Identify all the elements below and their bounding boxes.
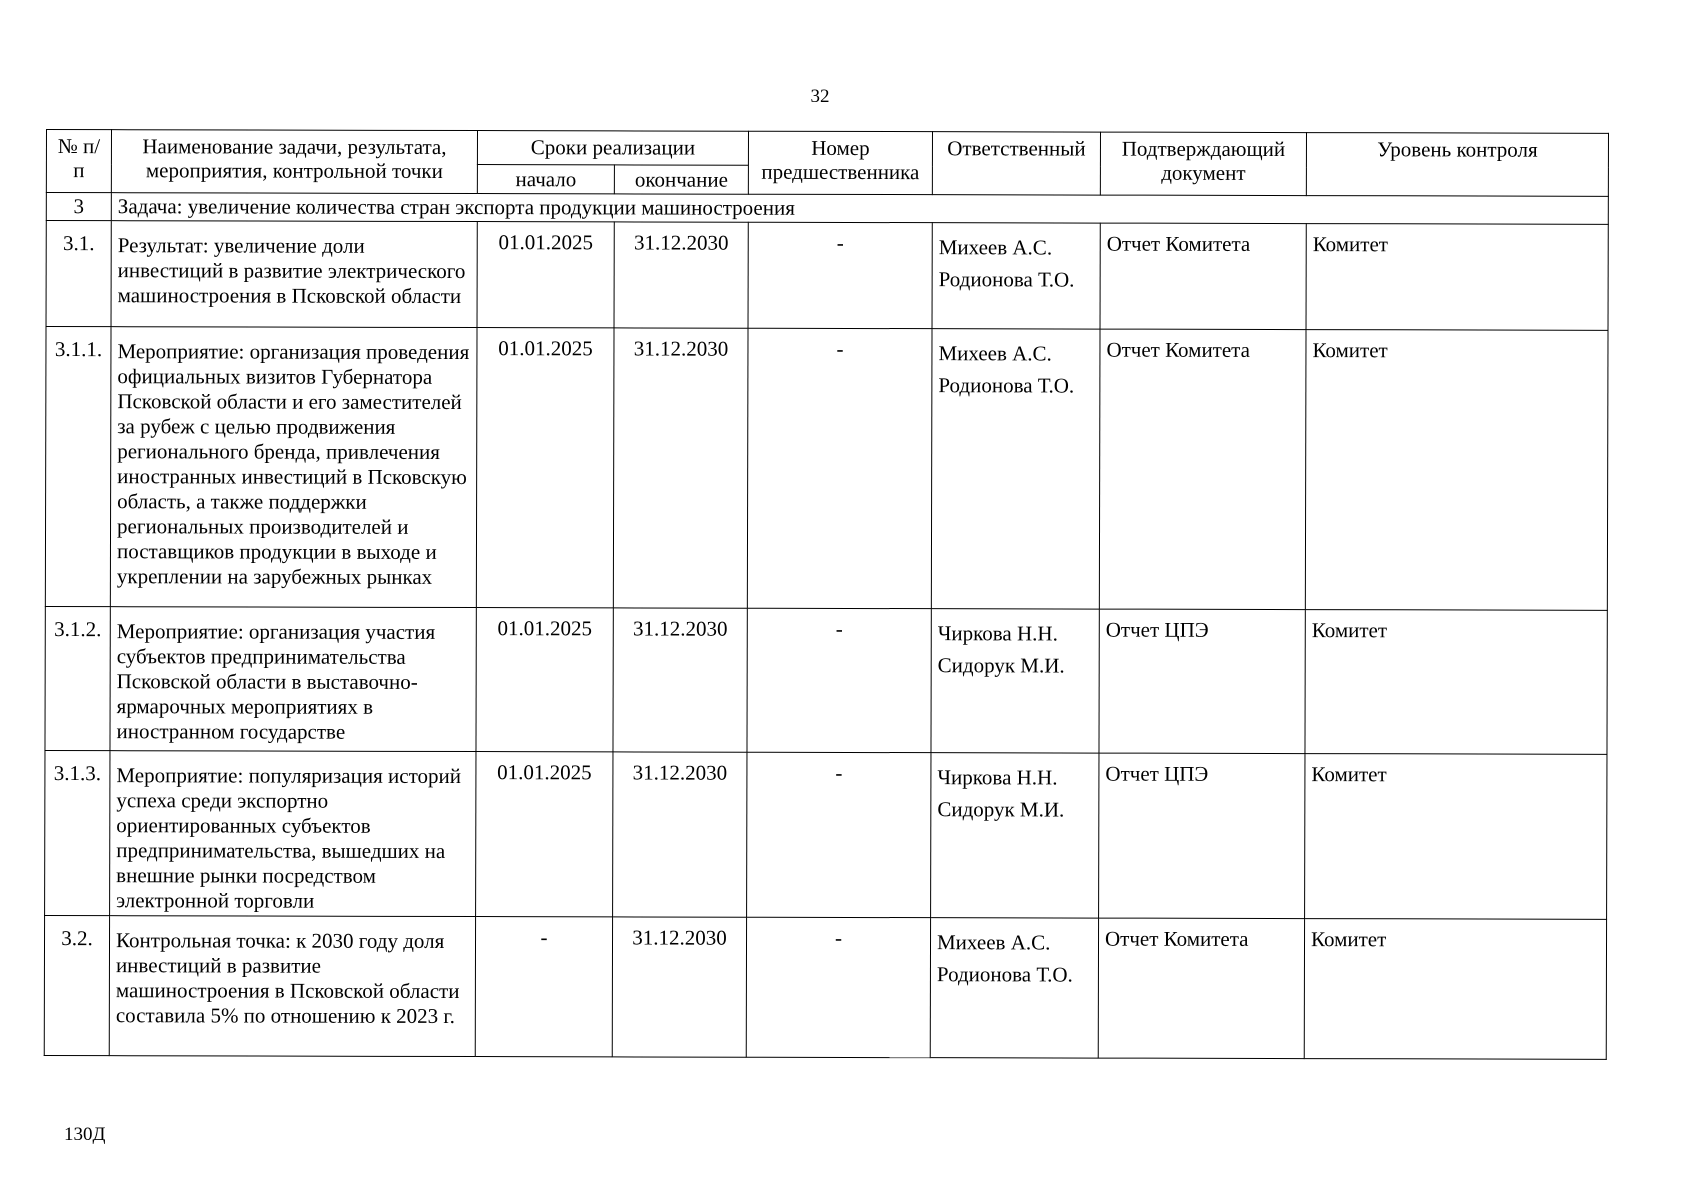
table-body [44,193,1608,1060]
row-number: 3.1. [46,221,111,327]
row-end-date: 31.12.2030 [613,608,747,752]
header-document: Подтверждающий документ [1100,132,1306,196]
plan-table-container [44,129,1608,1060]
row-document: Отчет Комитета [1098,918,1304,1059]
responsible-person: Родионова Т.О. [936,962,1073,987]
row-responsible [931,329,1100,609]
task-text: Задача: увеличение количества стран экспорта продукции машиностроения [111,193,1608,225]
header-predecessor: Номер предшественника [748,131,932,194]
row-predecessor: - [747,752,931,917]
row-end-date: 31.12.2030 [614,222,748,328]
responsible-person: Сидорук М.И. [937,797,1065,822]
table-row [45,606,1607,754]
table-row [45,327,1608,611]
responsible-person: Родионова Т.О. [938,373,1075,398]
table-row [44,915,1606,1059]
row-start-date: - [475,917,612,1057]
header-num: № п/п [46,130,111,193]
responsible-person: Чиркова Н.Н. [937,621,1058,646]
table-row [45,750,1607,919]
row-name: Мероприятие: организация проведения официальных визитов Губернатора Псковской области и его заместителей за рубеж с целью продвижения регионального бренда, привлечения иностранных инвестиций в Псковскую область, а также поддержки региональных производителей и поставщиков продукции в выходе и укреплении на зарубежных рынках [110,327,477,608]
header-control: Уровень контроля [1306,133,1608,197]
header-end: окончание [614,165,748,194]
row-control-level: Комитет [1305,610,1607,755]
row-number: 3.2. [44,915,109,1055]
row-responsible [931,609,1099,753]
row-predecessor: - [747,608,931,752]
row-end-date: 31.12.2030 [612,917,746,1057]
row-start-date: 01.01.2025 [477,222,614,328]
row-control-level: Комитет [1305,330,1608,611]
row-predecessor: - [746,917,930,1057]
row-name: Мероприятие: организация участия субъектов предпринимательства Псковской области в выставочно-ярмарочных мероприятиях в иностранном государстве [110,607,476,752]
document-code: 130Д [64,1124,106,1145]
table-header [46,130,1608,197]
row-document: Отчет Комитета [1099,329,1306,610]
row-number: 3.1.3. [45,750,110,915]
row-end-date: 31.12.2030 [613,752,747,917]
table-row [46,221,1608,331]
row-control-level: Комитет [1306,224,1608,331]
row-name: Контрольная точка: к 2030 году доля инвестиций в развитие машиностроения в Псковской области составила 5% по отношению к 2023 г. [109,916,475,1057]
row-document: Отчет ЦПЭ [1099,753,1305,919]
row-document: Отчет Комитета [1100,223,1306,330]
row-predecessor: - [748,222,932,328]
row-document: Отчет ЦПЭ [1099,609,1305,754]
row-responsible [930,918,1098,1058]
responsible-person: Родионова Т.О. [938,267,1075,292]
row-control-level: Комитет [1305,754,1607,920]
task-number: 3 [46,193,111,221]
row-start-date: 01.01.2025 [476,608,613,752]
header-start: начало [477,165,614,194]
row-start-date: 01.01.2025 [476,752,613,917]
responsible-person: Михеев А.С. [938,341,1052,366]
plan-table [44,129,1609,1060]
row-number: 3.1.2. [45,606,110,750]
responsible-person: Чиркова Н.Н. [937,765,1058,790]
row-name: Результат: увеличение доли инвестиций в развитие электрического машиностроения в Псковской области [111,221,477,328]
header-terms: Сроки реализации [477,131,748,166]
responsible-person: Михеев А.С. [936,930,1051,955]
row-predecessor: - [747,328,932,608]
row-end-date: 31.12.2030 [613,328,748,608]
row-responsible [932,223,1100,329]
header-name: Наименование задачи, результата, мероприятия, контрольной точки [111,130,477,194]
row-responsible [931,753,1099,918]
row-number: 3.1.1. [45,327,111,607]
header-responsible: Ответственный [932,132,1100,195]
row-start-date: 01.01.2025 [476,328,614,608]
row-name: Мероприятие: популяризация историй успеха среди экспортно ориентированных субъектов предпринимательства, вышедших на внешние рынки посредством электронной торговли [110,751,476,917]
task-row [46,193,1608,225]
row-control-level: Комитет [1304,919,1606,1060]
responsible-person: Михеев А.С. [938,235,1053,260]
responsible-person: Сидорук М.И. [937,653,1065,678]
page-number: 32 [810,86,830,107]
